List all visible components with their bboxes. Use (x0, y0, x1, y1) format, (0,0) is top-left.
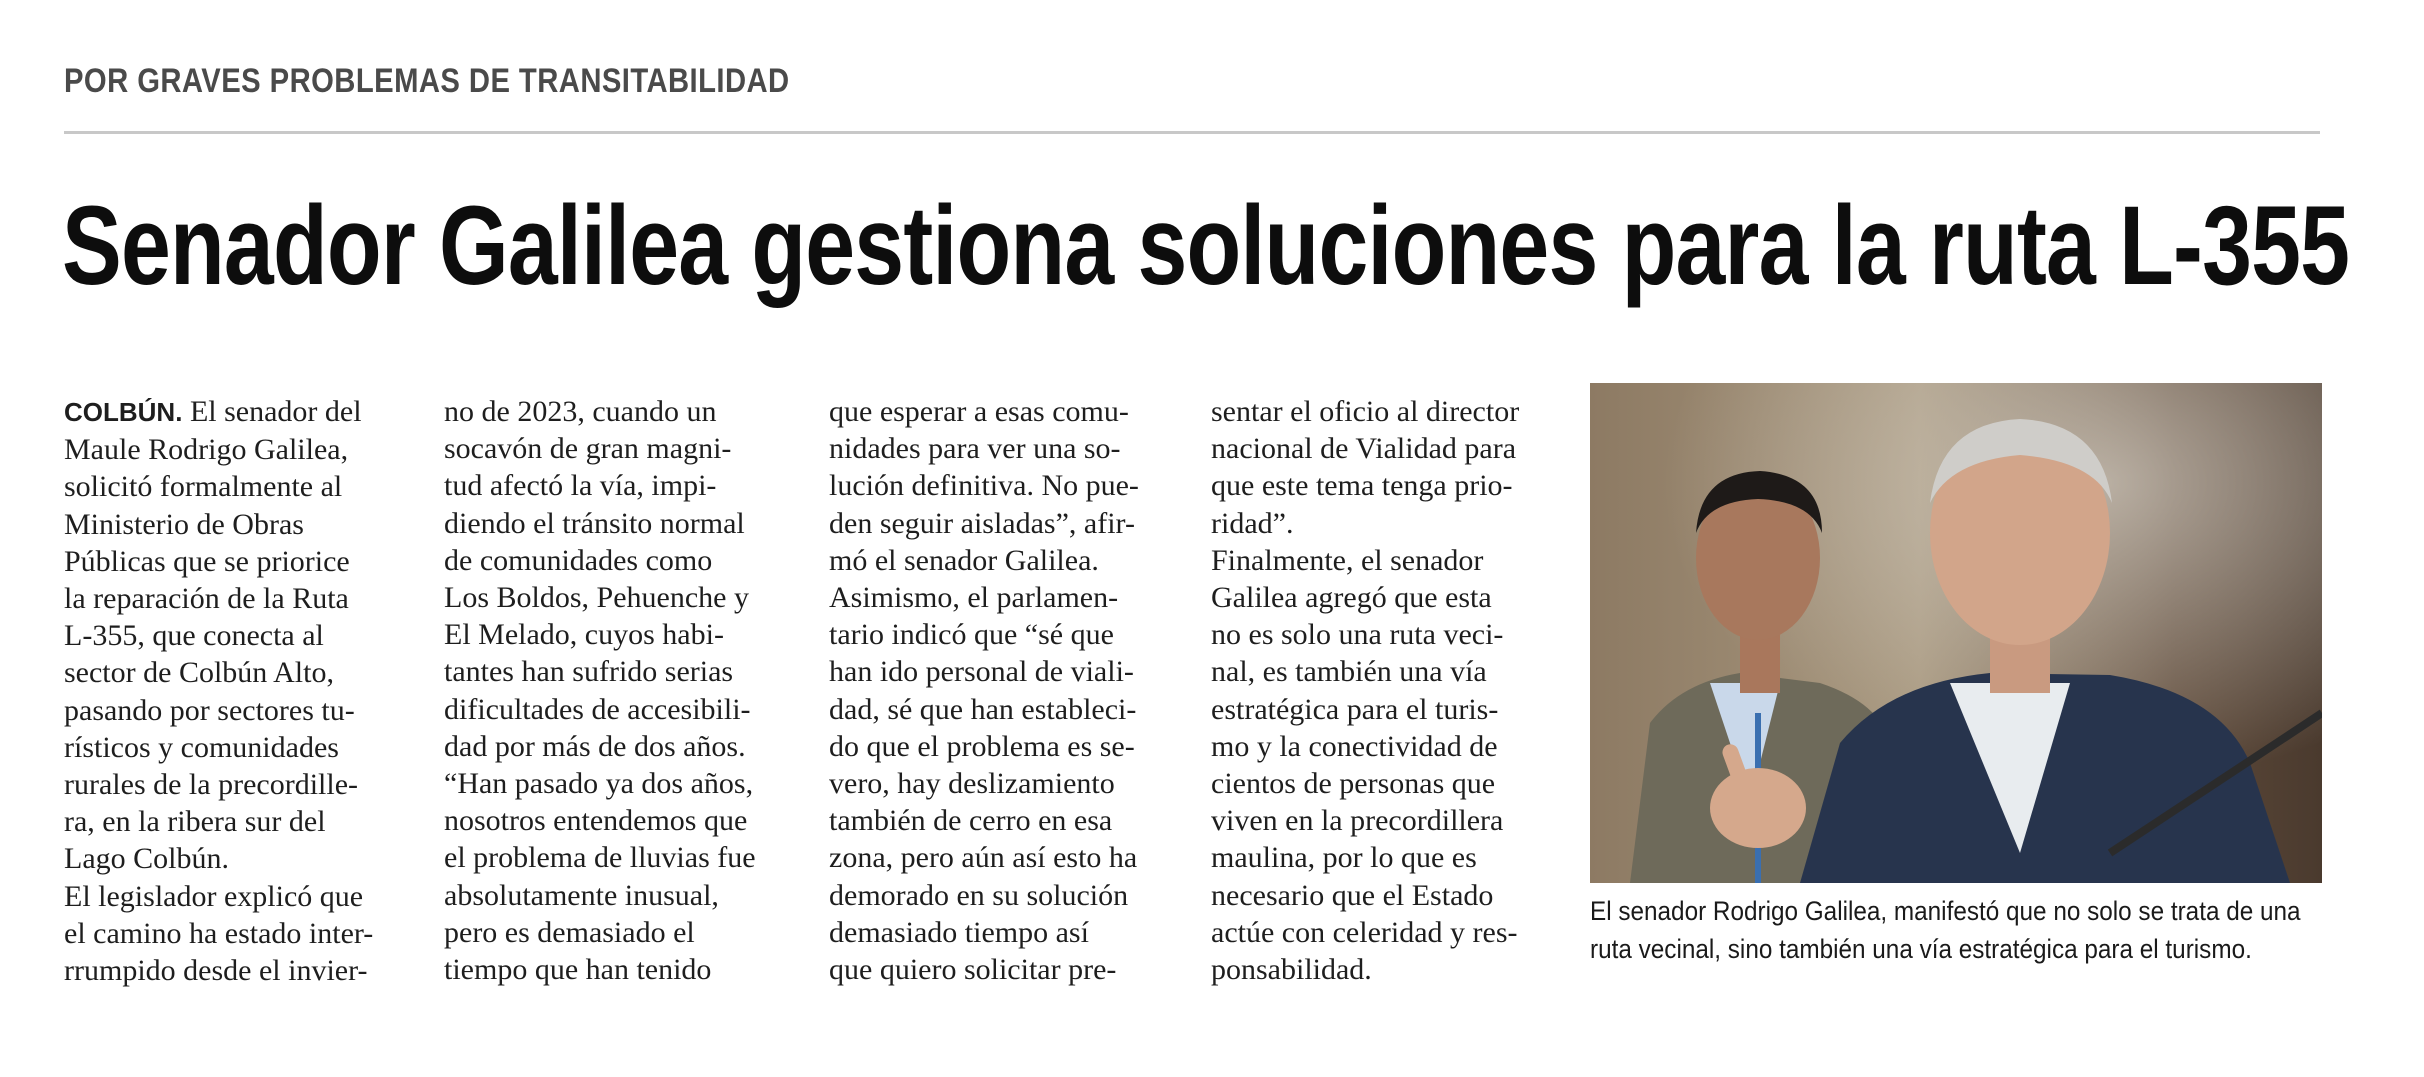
column-line: mó el senador Galilea. (829, 543, 1099, 577)
column-line: han ido personal de viali- (829, 655, 1134, 689)
column-line: demasiado tiempo así (829, 915, 1089, 949)
caption-line: El senador Rodrigo Galilea, manifestó que no solo se trata de una (1590, 896, 2301, 926)
column-line: que quiero solicitar pre- (829, 953, 1117, 987)
column-line: dad por más de dos años. (444, 729, 746, 763)
column-line: sector de Colbún Alto, (64, 656, 334, 690)
column-line: que esperar a esas comu- (829, 395, 1129, 428)
column-line: Los Boldos, Pehuenche y (444, 581, 749, 615)
column-line-text: El senador del (182, 395, 362, 428)
column-line: cientos de personas que (1211, 767, 1496, 801)
column-line: socavón de gran magni- (444, 432, 732, 466)
photo-illustration (1590, 383, 2322, 883)
column-line: ponsabilidad. (1211, 953, 1372, 987)
column-line: que este tema tenga prio- (1211, 469, 1513, 503)
column-line: pasando por sectores tu- (64, 693, 355, 727)
column-line: viven en la precordillera (1211, 804, 1504, 838)
column-line: Maule Rodrigo Galilea, (64, 433, 349, 467)
kicker-divider (64, 131, 2320, 134)
column-line: zona, pero aún así esto ha (829, 841, 1138, 875)
column-line: do que el problema es se- (829, 729, 1135, 763)
section-kicker: POR GRAVES PROBLEMAS DE TRANSITABILIDAD (64, 62, 790, 100)
column-line: El legislador explicó que (64, 879, 364, 913)
column-line: El Melado, cuyos habi- (444, 618, 724, 652)
column-line: sentar el oficio al director (1211, 395, 1520, 428)
column-line: pero es demasiado el (444, 915, 695, 949)
column-line (64, 393, 414, 431)
column-line: dificultades de accesibili- (444, 692, 751, 726)
article-column-2 (444, 393, 794, 988)
column-line: de comunidades como (444, 543, 713, 577)
caption-line: ruta vecinal, sino también una vía estratégica para el turismo. (1590, 934, 2252, 964)
article-column-1 (64, 393, 414, 989)
column-line: nosotros entendemos que (444, 804, 748, 838)
column-line: necesario que el Estado (1211, 878, 1494, 912)
column-line: también de cerro en esa (829, 804, 1113, 838)
column-line: estratégica para el turis- (1211, 692, 1499, 726)
column-line: mo y la conectividad de (1211, 729, 1498, 763)
column-line: L-355, que conecta al (64, 619, 324, 653)
column-line: “Han pasado ya dos años, (444, 767, 754, 801)
article-photo (1590, 383, 2322, 883)
article-column-4 (1211, 393, 1561, 988)
column-line: rurales de la precordille- (64, 768, 359, 802)
article-column-3 (829, 393, 1179, 988)
dateline: COLBÚN. (64, 397, 183, 427)
column-line: vero, hay deslizamiento (829, 767, 1115, 801)
column-line: no es solo una ruta veci- (1211, 618, 1504, 652)
column-line: el camino ha estado inter- (64, 916, 374, 950)
column-line: tario indicó que “sé que (829, 618, 1114, 652)
column-line: no de 2023, cuando un (444, 395, 717, 428)
column-line: dad, sé que han estableci- (829, 692, 1137, 726)
column-line: Lago Colbún. (64, 842, 229, 876)
column-line: Públicas que se priorice (64, 544, 350, 578)
column-line: rísticos y comunidades (64, 730, 339, 764)
column-line: Galilea agregó que esta (1211, 581, 1492, 615)
column-line: demorado en su solución (829, 878, 1129, 912)
column-line: nal, es también una vía (1211, 655, 1487, 689)
column-line: Asimismo, el parlamen- (829, 581, 1119, 615)
column-line: nacional de Vialidad para (1211, 432, 1517, 466)
column-line: solicitó formalmente al (64, 470, 343, 504)
column-line: ridad”. (1211, 506, 1294, 540)
column-line: nidades para ver una so- (829, 432, 1121, 466)
column-line: tiempo que han tenido (444, 953, 712, 987)
column-line: Ministerio de Obras (64, 507, 304, 541)
column-line: actúe con celeridad y res- (1211, 915, 1518, 949)
column-line: tantes han sufrido serias (444, 655, 734, 689)
article-headline: Senador Galilea gestiona soluciones para la ruta L-355 (62, 183, 2350, 308)
column-line: diendo el tránsito normal (444, 506, 745, 540)
column-line: tud afectó la vía, impi- (444, 469, 717, 503)
column-line: el problema de lluvias fue (444, 841, 756, 875)
column-line: den seguir aisladas”, afir- (829, 506, 1135, 540)
column-line: rrumpido desde el invier- (64, 954, 368, 988)
column-line: ra, en la ribera sur del (64, 805, 326, 839)
photo-caption (1590, 892, 2330, 968)
column-line: absolutamente inusual, (444, 878, 719, 912)
column-line: maulina, por lo que es (1211, 841, 1477, 875)
column-line: Finalmente, el senador (1211, 543, 1484, 577)
column-line: la reparación de la Ruta (64, 582, 349, 616)
column-line: lución definitiva. No pue- (829, 469, 1139, 503)
